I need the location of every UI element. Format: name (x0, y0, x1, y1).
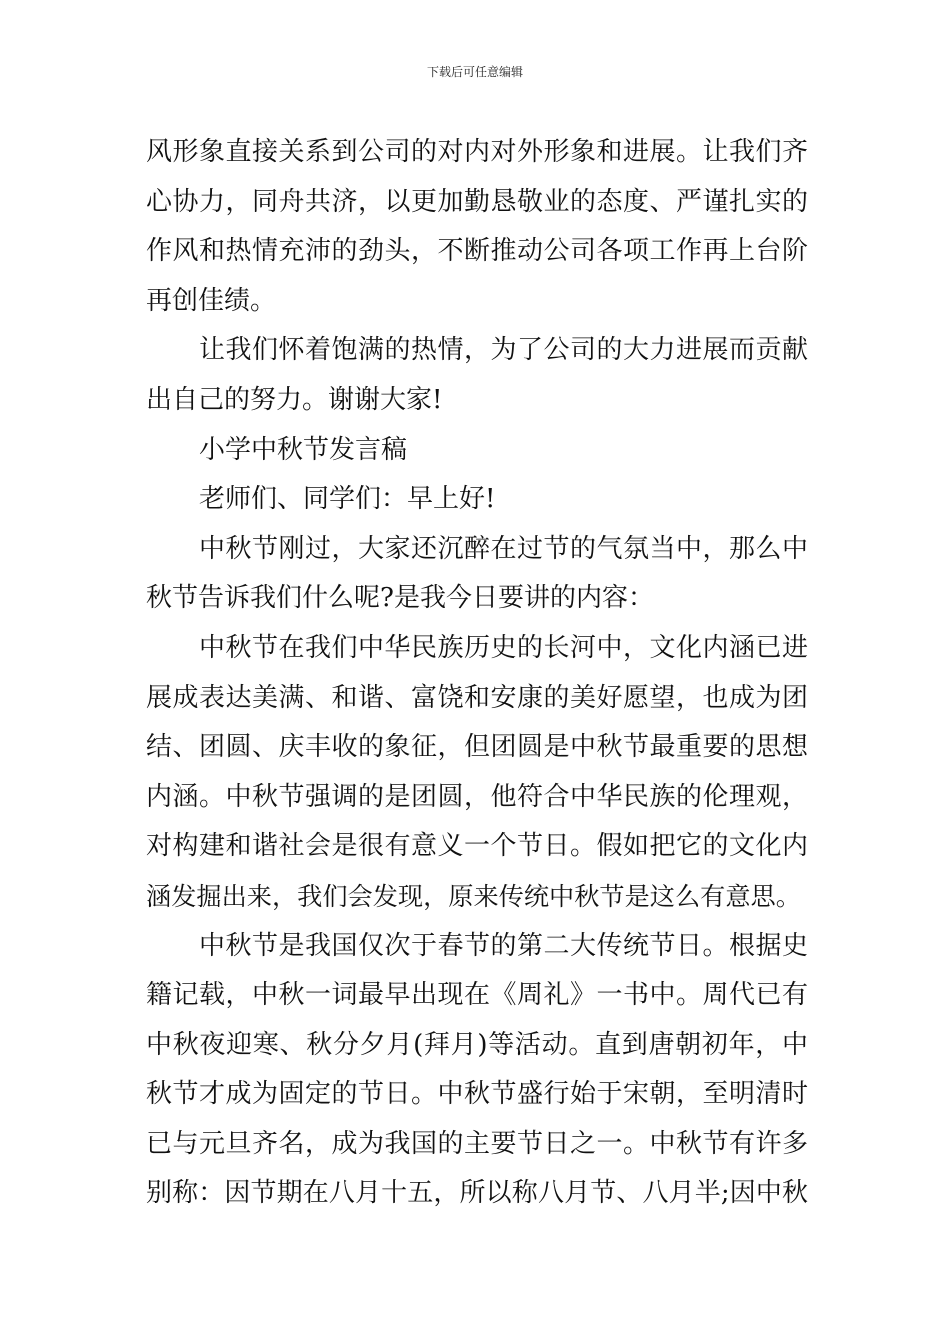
text-line: 中秋节在我们中华民族历史的长河中，文化内涵已进 (199, 632, 808, 663)
document-body (146, 128, 808, 1219)
section-title: 小学中秋节发言稿 (199, 434, 408, 465)
text-line: 中秋节是我国仅次于春节的第二大传统节日。根据史 (199, 930, 808, 961)
text-line: 出自己的努力。谢谢大家! (146, 384, 443, 415)
text-line: 已与元旦齐名，成为我国的主要节日之一。中秋节有许多 (146, 1128, 808, 1159)
text-line: 再创佳绩。 (146, 285, 277, 316)
text-line: 秋节告诉我们什么呢?是我今日要讲的内容： (146, 583, 654, 614)
text-line: 风形象直接关系到公司的对内对外形象和进展。让我们齐 (146, 137, 808, 167)
salutation: 老师们、同学们：早上好! (199, 484, 496, 515)
text-line: 内涵。中秋节强调的是团圆，他符合中华民族的伦理观， (146, 781, 808, 812)
text-line: 对构建和谐社会是很有意义一个节日。假如把它的文化内 (146, 831, 808, 862)
text-line: 心协力，同舟共济，以更加勤恳敬业的态度、严谨扎实的 (146, 186, 808, 217)
page-header-note: 下载后可任意编辑 (426, 65, 523, 79)
text-line: 展成表达美满、和谐、富饶和安康的美好愿望，也成为团 (146, 682, 808, 713)
text-line: 结、团圆、庆丰收的象征，但团圆是中秋节最重要的思想 (146, 732, 808, 763)
text-line: 让我们怀着饱满的热情，为了公司的大力进展而贡献 (199, 335, 808, 366)
text-line: 中秋节刚过，大家还沉醉在过节的气氛当中，那么中 (199, 533, 808, 564)
text-line: 籍记载，中秋一词最早出现在《周礼》一书中。周代已有 (146, 980, 808, 1011)
text-line: 中秋夜迎寒、秋分夕月(拜月)等活动。直到唐朝初年，中 (146, 1029, 808, 1060)
text-line: 别称：因节期在八月十五，所以称八月节、八月半;因中秋 (146, 1178, 808, 1209)
text-line: 秋节才成为固定的节日。中秋节盛行始于宋朝，至明清时 (146, 1079, 808, 1110)
text-line: 涵发掘出来，我们会发现，原来传统中秋节是这么有意思。 (146, 881, 801, 911)
text-line: 作风和热情充沛的劲头，不断推动公司各项工作再上台阶 (146, 236, 808, 267)
